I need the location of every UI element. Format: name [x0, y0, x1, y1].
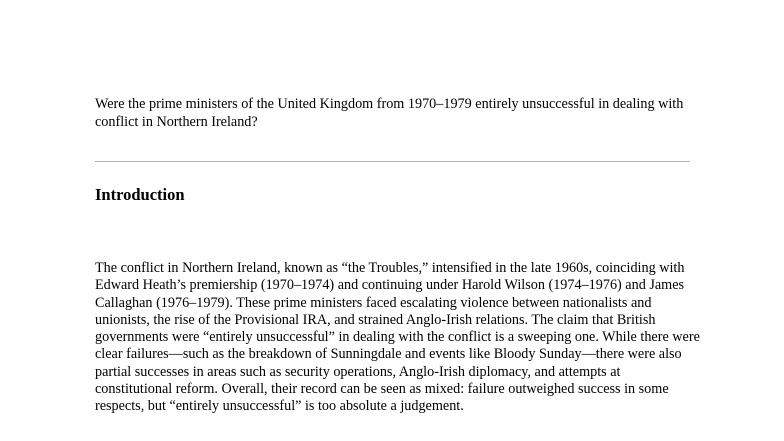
intro-paragraph: The conflict in Northern Ireland, known as “the Troubles,” intensified in the late 1960s, coinciding with Edward Heath’s premiership (1970–1974) and continuing under Harold Wilson (1974–1976) and James Callaghan (1976–1979). These prime ministers faced escalating violence between nationalists and unionists, the rise of the Provisional IRA, and strained Anglo-Irish relations. The claim that British governments were “entirely unsuccessful” in dealing with the conflict is a sweeping one. While there were clear failures—such as the breakdown of Sunningdale and events like Bloody Sunday—there were also partial successes in areas such as security operations, Anglo-Irish diplomacy, and attempts at constitutional reform. Overall, their record can be seen as mixed: failure outweighed success in some respects, but “entirely unsuccessful” is too absolute a judgement.: [95, 260, 700, 415]
essay-question: Were the prime ministers of the United Kingdom from 1970–1979 entirely unsuccessful in dealing with conflict in Northern Ireland?: [95, 96, 684, 130]
horizontal-divider: [95, 161, 690, 162]
section-heading: Introduction: [95, 185, 185, 204]
